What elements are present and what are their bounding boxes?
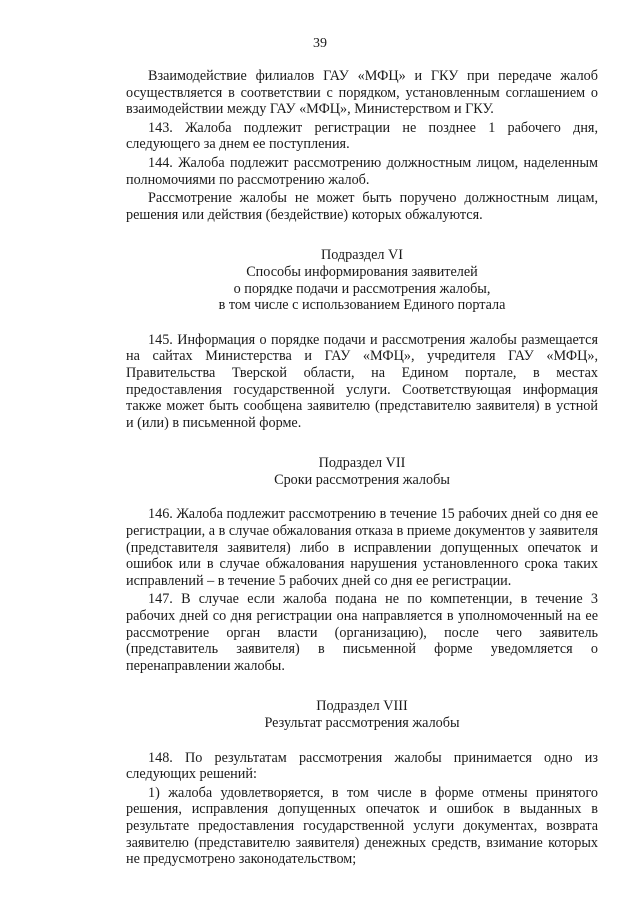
paragraph: 147. В случае если жалоба подана не по компетенции, в течение 3 рабочих дней со дня регистрации она направляется в уполномоченный на ее рассмотрение орган власти (организацию), после чего заявитель (представитель заявителя) в письменной форме уведомляется о перенаправлении жалобы. <box>126 591 598 674</box>
document-body <box>126 68 598 870</box>
section-heading: Подраздел VIII <box>316 698 408 715</box>
paragraph: 143. Жалоба подлежит регистрации не позднее 1 рабочего дня, следующего за днем ее поступления. <box>126 119 598 153</box>
section-title-line: Результат рассмотрения жалобы <box>264 715 460 731</box>
paragraph: 146. Жалоба подлежит рассмотрению в течение 15 рабочих дней со дня ее регистрации, а в случае обжалования отказа в приеме документов у заявителя (представителя заявителя) либо в исправлении допущенных опечаток и ошибок или в случае обжалования нарушения установленного срока таких исправлений – в течение 5 рабочих дней со дня ее регистрации. <box>126 506 598 589</box>
paragraph: 145. Информация о порядке подачи и рассмотрения жалобы размещается на сайтах Министерства и ГАУ «МФЦ», учредителя ГАУ «МФЦ», Правительства Тверской области, на Едином портале, в местах предоставления государственной услуги. Соответствующая информация также может быть сообщена заявителю (представителю заявителя) в устной и (или) в письменной форме. <box>126 331 598 431</box>
paragraph: Взаимодействие филиалов ГАУ «МФЦ» и ГКУ при передаче жалоб осуществляется в соответствии с порядком, установленным соглашением о взаимодействии между ГАУ «МФЦ», Министерством и ГКУ. <box>126 68 598 118</box>
section-title-line: о порядке подачи и рассмотрения жалобы, <box>233 280 491 297</box>
section-heading: Подраздел VII <box>318 455 406 472</box>
section-title-line: Сроки рассмотрения жалобы <box>274 471 450 488</box>
paragraph: 1) жалоба удовлетворяется, в том числе в форме отмены принятого решения, исправления допущенных опечаток и ошибок в выданных в результате предоставления государственной услуги документах, возврата заявителю (представителю заявителя) денежных средств, взимание которых не предусмотрено законодательством; <box>126 784 598 868</box>
section-title-line: в том числе с использованием Единого портала <box>218 297 506 314</box>
paragraph: 144. Жалоба подлежит рассмотрению должностным лицом, наделенным полномочиями по рассмотрению жалоб. <box>126 154 598 188</box>
paragraph: Рассмотрение жалобы не может быть поручено должностным лицам, решения или действия (бездействие) которых обжалуются. <box>126 190 598 223</box>
page-number: 39 <box>313 36 327 51</box>
paragraph: 148. По результатам рассмотрения жалобы принимается одно из следующих решений: <box>126 749 598 783</box>
section-heading: Подраздел VI <box>320 247 403 264</box>
section-title-line: Способы информирования заявителей <box>246 263 478 280</box>
